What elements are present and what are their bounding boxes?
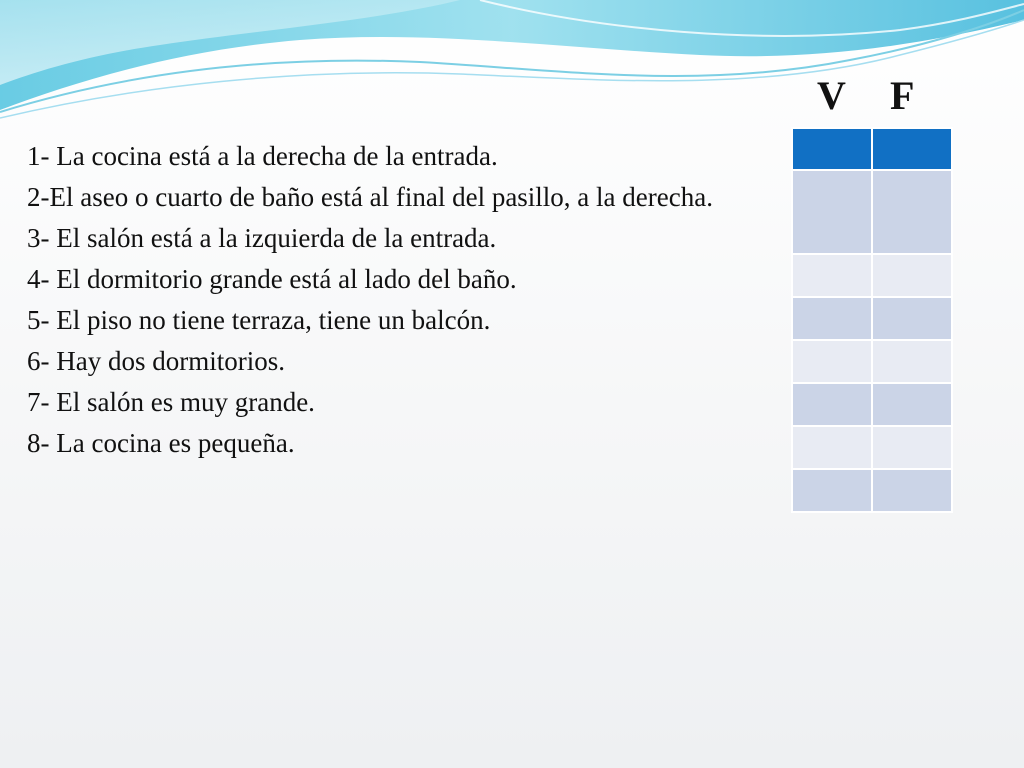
- statement-3: 3- El salón está a la izquierda de la entrada.: [27, 223, 497, 253]
- answer-cell-false[interactable]: [872, 340, 952, 383]
- true-false-answer-table: [791, 127, 953, 513]
- answer-row-7: [792, 469, 952, 512]
- statement-list: [27, 136, 787, 464]
- answer-cell-true[interactable]: [792, 383, 872, 426]
- answer-row-3: [792, 297, 952, 340]
- statement-8: 8- La cocina es pequeña.: [27, 428, 295, 458]
- answer-cell-true[interactable]: [792, 297, 872, 340]
- answer-cell-false[interactable]: [872, 383, 952, 426]
- answer-cell-false[interactable]: [872, 426, 952, 469]
- false-header-cell: [872, 128, 952, 170]
- statement-1: 1- La cocina está a la derecha de la entrada.: [27, 141, 498, 171]
- answer-cell-false[interactable]: [872, 469, 952, 512]
- answer-cell-true[interactable]: [792, 340, 872, 383]
- answer-cell-true[interactable]: [792, 469, 872, 512]
- statement-6: 6- Hay dos dormitorios.: [27, 346, 285, 376]
- true-column-header: V: [817, 73, 846, 118]
- answer-cell-true[interactable]: [792, 170, 872, 254]
- statement-5: 5- El piso no tiene terraza, tiene un balcón.: [27, 305, 491, 335]
- answer-row-1: [792, 170, 952, 254]
- answer-row-5: [792, 383, 952, 426]
- answer-cell-false[interactable]: [872, 297, 952, 340]
- answer-table-header-row: [792, 128, 952, 170]
- statement-2: 2-El aseo o cuarto de baño está al final del pasillo, a la derecha.: [27, 182, 713, 212]
- answer-cell-false[interactable]: [872, 170, 952, 254]
- answer-cell-false[interactable]: [872, 254, 952, 297]
- answer-row-4: [792, 340, 952, 383]
- answer-row-2: [792, 254, 952, 297]
- answer-cell-true[interactable]: [792, 426, 872, 469]
- decorative-wave-banner: [0, 0, 1024, 130]
- false-column-header: F: [890, 73, 915, 118]
- statement-4: 4- El dormitorio grande está al lado del baño.: [27, 264, 517, 294]
- answer-cell-true[interactable]: [792, 254, 872, 297]
- true-header-cell: [792, 128, 872, 170]
- statement-7: 7- El salón es muy grande.: [27, 387, 315, 417]
- answer-row-6: [792, 426, 952, 469]
